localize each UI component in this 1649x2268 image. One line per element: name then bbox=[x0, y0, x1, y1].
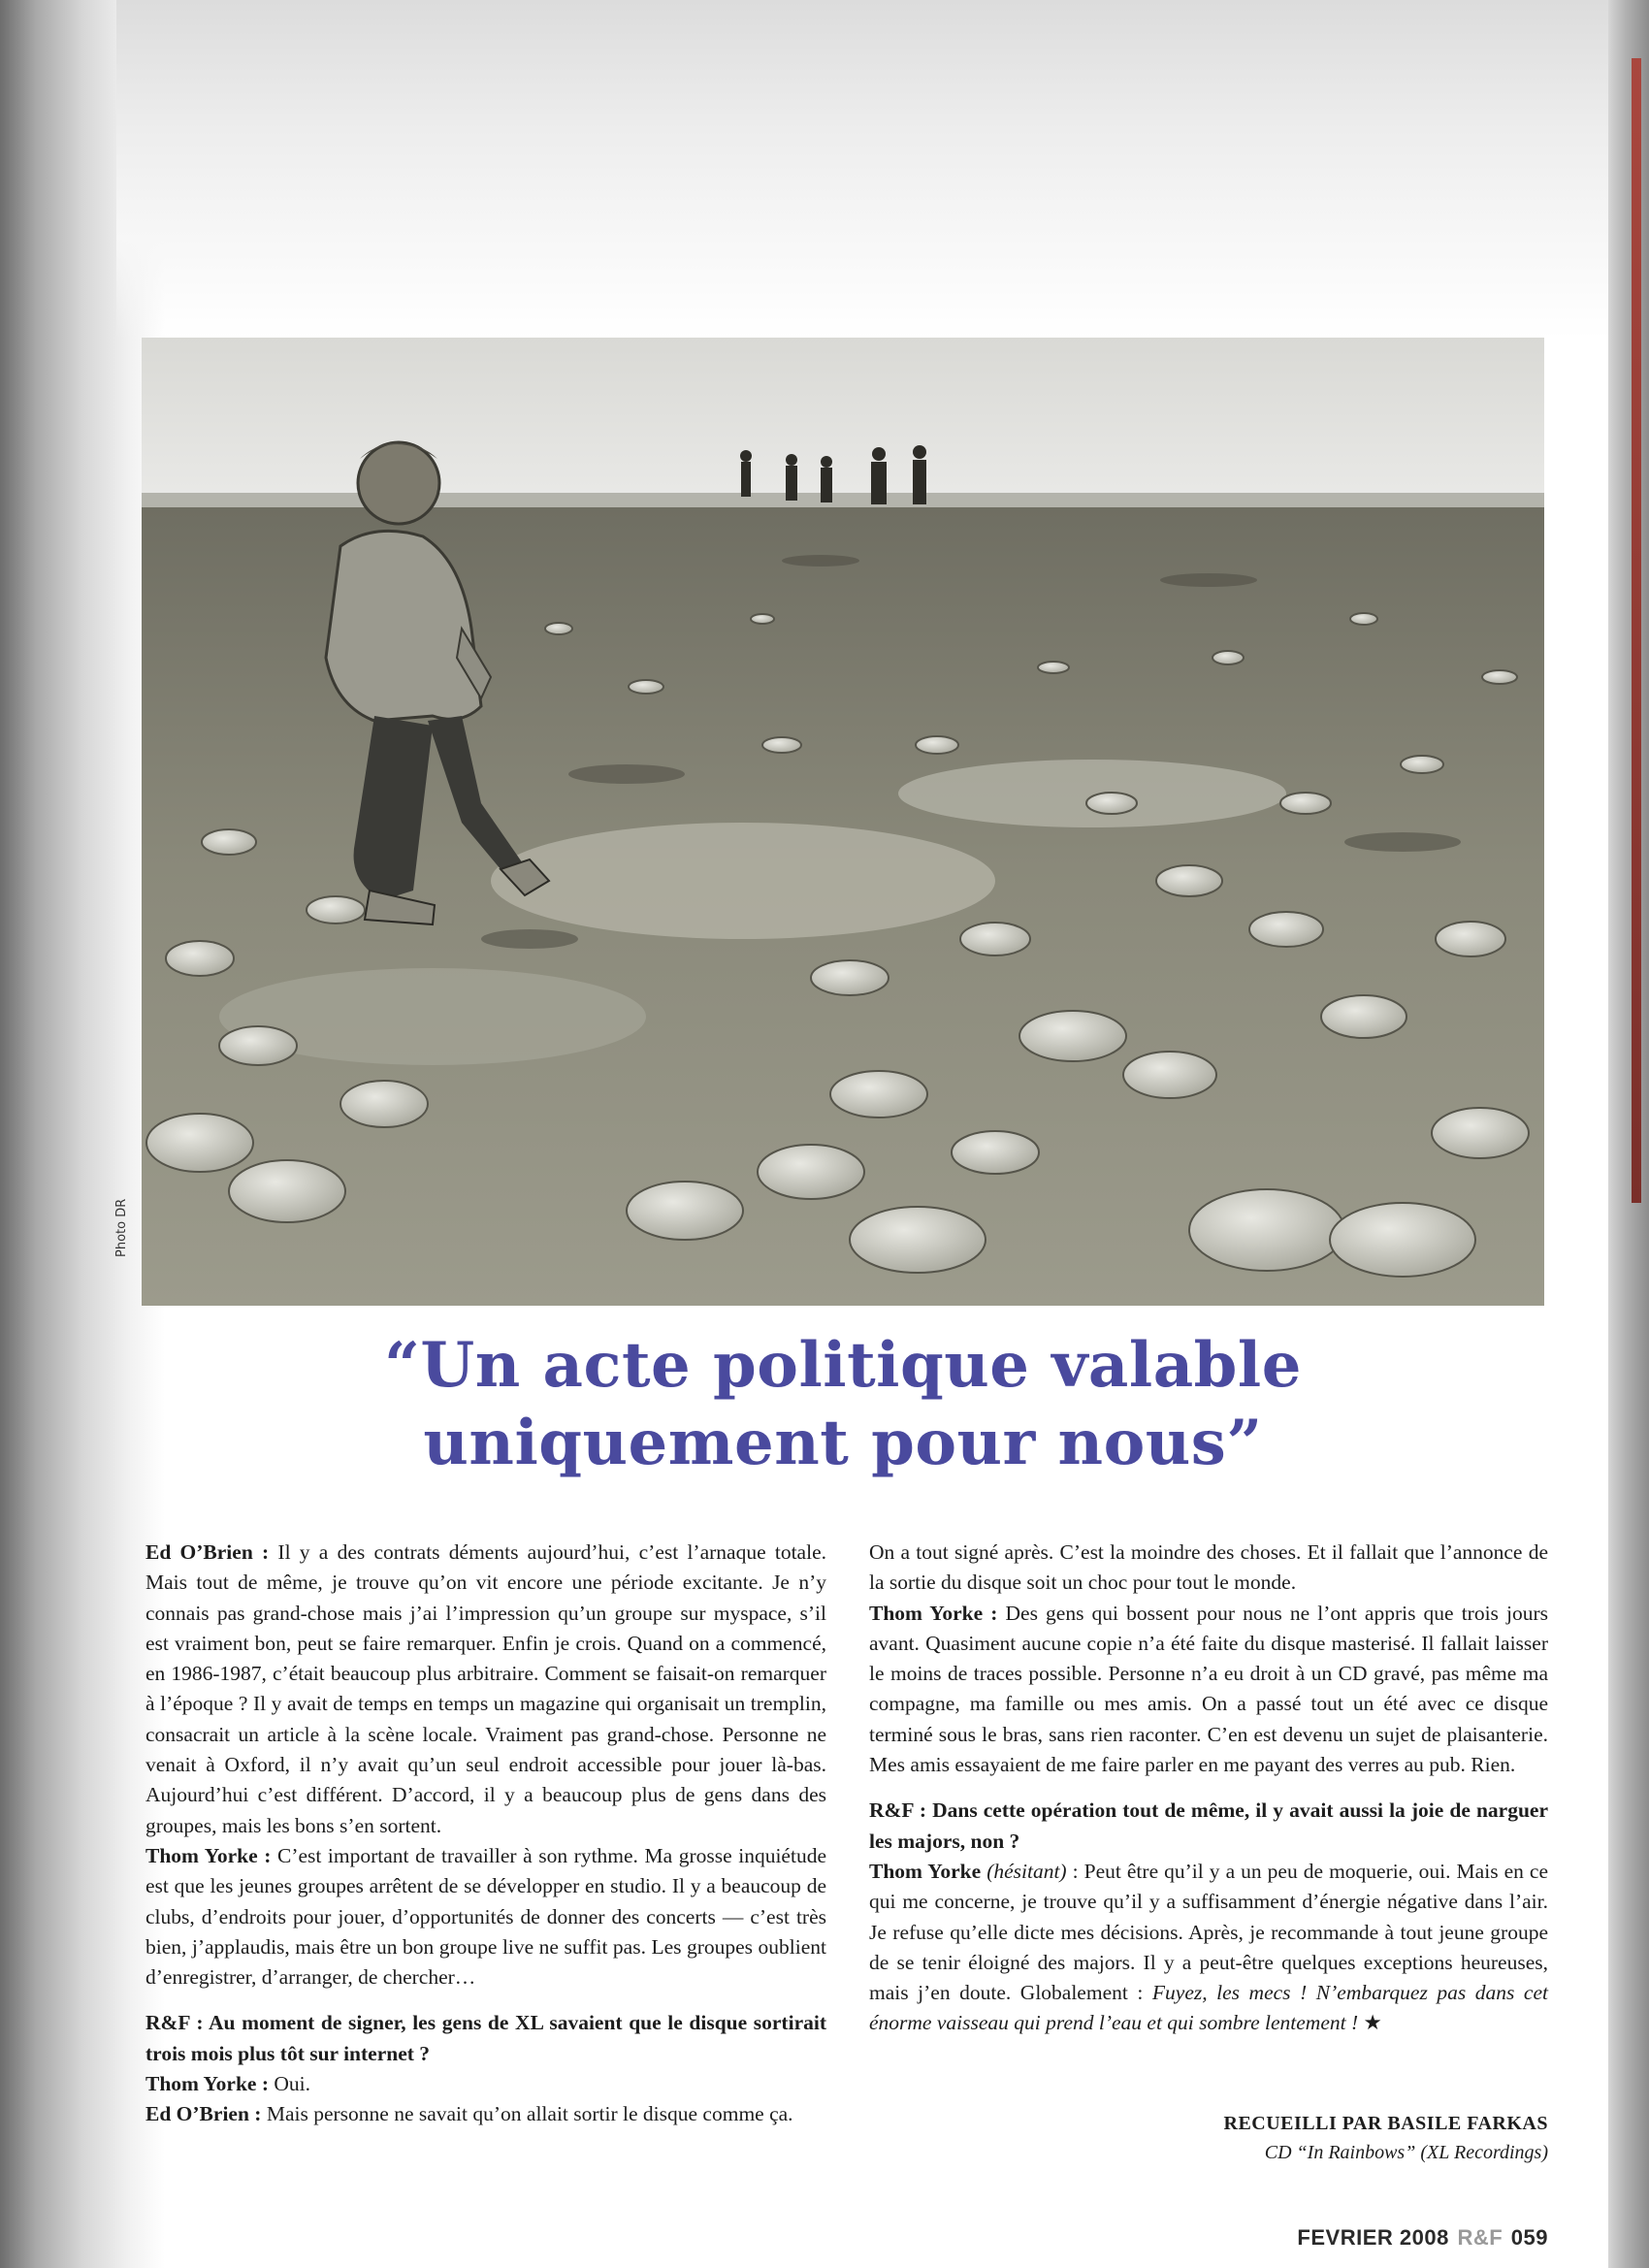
paragraph-text: C’est important de travailler à son rythme. Ma grosse inquiétude est que les jeunes groupes arrêtent de se développer en studio. Il y a beaucoup de clubs, d’endroits pour jouer, d’opportunités de donner des concerts — c’est très bien, j’applaudis, mais être un bon groupe live ne suffit pas. Les groupes oublient d’enregistrer, d’arranger, de chercher… bbox=[146, 1843, 826, 1990]
headline bbox=[142, 1327, 1544, 1482]
speaker-name: Ed O’Brien : bbox=[146, 1540, 270, 1564]
page-number: 059 bbox=[1510, 2225, 1548, 2250]
paragraph bbox=[869, 1599, 1548, 1781]
paragraph bbox=[146, 2099, 826, 2129]
interviewer-credit: RECUEILLI PAR BASILE FARKAS bbox=[1223, 2113, 1548, 2134]
paragraph-text: Oui. bbox=[269, 2072, 311, 2096]
speaker-name: Thom Yorke : bbox=[869, 1601, 998, 1625]
paragraph-text: Mais personne ne savait qu’on allait sortir le disque comme ça. bbox=[261, 2102, 793, 2126]
article-column-right bbox=[869, 1538, 1548, 2039]
speaker-name: Thom Yorke bbox=[869, 1859, 982, 1883]
cd-label: (XL Recordings) bbox=[1415, 2142, 1548, 2163]
end-mark: ★ bbox=[1358, 2011, 1382, 2035]
paragraph bbox=[146, 1841, 826, 1993]
next-page-strip bbox=[1632, 58, 1641, 1203]
paragraph-text: On a tout signé après. C’est la moindre des choses. Et il fallait que l’annonce de la sortie du disque soit un choc pour tout le monde. bbox=[869, 1540, 1548, 1595]
paragraph-text: : Peut être qu’il y a un peu de moquerie, oui. Mais en ce qui me concerne, je trouve qu’il y a suffisamment d’énergie négative dans l’air. Je refuse qu’elle dicte mes décisions. Après, je recommande à tout jeune groupe de se tenir éloigné des majors. Il y a peut-être quelques exceptions heureuses, mais j’en doute. Globalement : bbox=[869, 1859, 1549, 2005]
issue-date: FEVRIER 2008 bbox=[1297, 2225, 1449, 2250]
quote-text: Fuyez, les mecs ! N’embarquez pas dans cet énorme vaisseau qui prend l’eau et qui sombre lentement ! bbox=[869, 1981, 1548, 2035]
cd-credit bbox=[1224, 2138, 1549, 2167]
interview-question: R&F : Au moment de signer, les gens de XL savaient que le disque sortirait trois mois plus tôt sur internet ? bbox=[146, 2011, 826, 2065]
page-folio bbox=[1297, 2225, 1548, 2251]
headline-line-2: uniquement pour nous” bbox=[423, 1407, 1263, 1479]
page-edge bbox=[1608, 0, 1649, 2268]
beach-photo-illustration bbox=[142, 338, 1544, 1306]
interview-question: R&F : Dans cette opération tout de même, il y avait aussi la joie de narguer les majors, non ? bbox=[869, 1798, 1548, 1853]
article-credits bbox=[1224, 2109, 1549, 2167]
beach-photo bbox=[142, 338, 1544, 1306]
paragraph bbox=[869, 1857, 1548, 2039]
speaker-aside: (hésitant) bbox=[986, 1859, 1067, 1883]
paragraph bbox=[146, 1538, 826, 1841]
cd-title: “In Rainbows” bbox=[1296, 2142, 1416, 2163]
magazine-logo: R&F bbox=[1457, 2225, 1504, 2250]
headline-line-1: “Un acte politique valable bbox=[384, 1329, 1302, 1402]
paragraph-text: Il y a des contrats déments aujourd’hui, c’est l’arnaque totale. Mais tout de même, je trouve qu’on vit encore une période excitante. Je n’y connais pas grand-chose mais j’ai l’impression qu’un groupe sur myspace, s’il est vraiment bon, peut se faire remarquer. Enfin je crois. Quand on a commencé, en 1986-1987, c’était beaucoup plus arbitraire. Comment se faisait-on remarquer à l’époque ? Il y avait de temps en temps un magazine qui organisait un tremplin, consacrait un article à la scène locale. Vraiment pas grand-chose. Personne ne venait à Oxford, il n’y avait qu’un seul endroit accessible pour jouer là-bas. Aujourd’hui c’est différent. D’accord, il y a beaucoup plus de gens dans des groupes, mais les bons s’en sortent. bbox=[146, 1540, 826, 1837]
paragraph-text: Des gens qui bossent pour nous ne l’ont appris que trois jours avant. Quasiment aucune copie n’a été faite du disque masterisé. Il fallait laisser le moins de traces possible. Personne n’a eu droit à un CD gravé, pas même ma compagne, ma famille ou mes amis. On a passé tout un été avec ce disque terminé sous le bras, sans rien raconter. C’en est devenu un sujet de plaisanterie. Mes amis essayaient de me faire parler en me payant des verres au pub. Rien. bbox=[869, 1601, 1548, 1777]
page-top-shade bbox=[116, 0, 1610, 340]
spine-shadow bbox=[0, 0, 165, 2268]
speaker-name: Thom Yorke : bbox=[146, 1843, 272, 1867]
paragraph bbox=[146, 2069, 826, 2099]
speaker-name: Thom Yorke : bbox=[146, 2072, 270, 2096]
photo-credit: Photo DR bbox=[114, 1198, 129, 1257]
article-column-left bbox=[146, 1538, 826, 2130]
cd-prefix: CD bbox=[1264, 2142, 1297, 2163]
speaker-name: Ed O’Brien : bbox=[146, 2102, 262, 2126]
